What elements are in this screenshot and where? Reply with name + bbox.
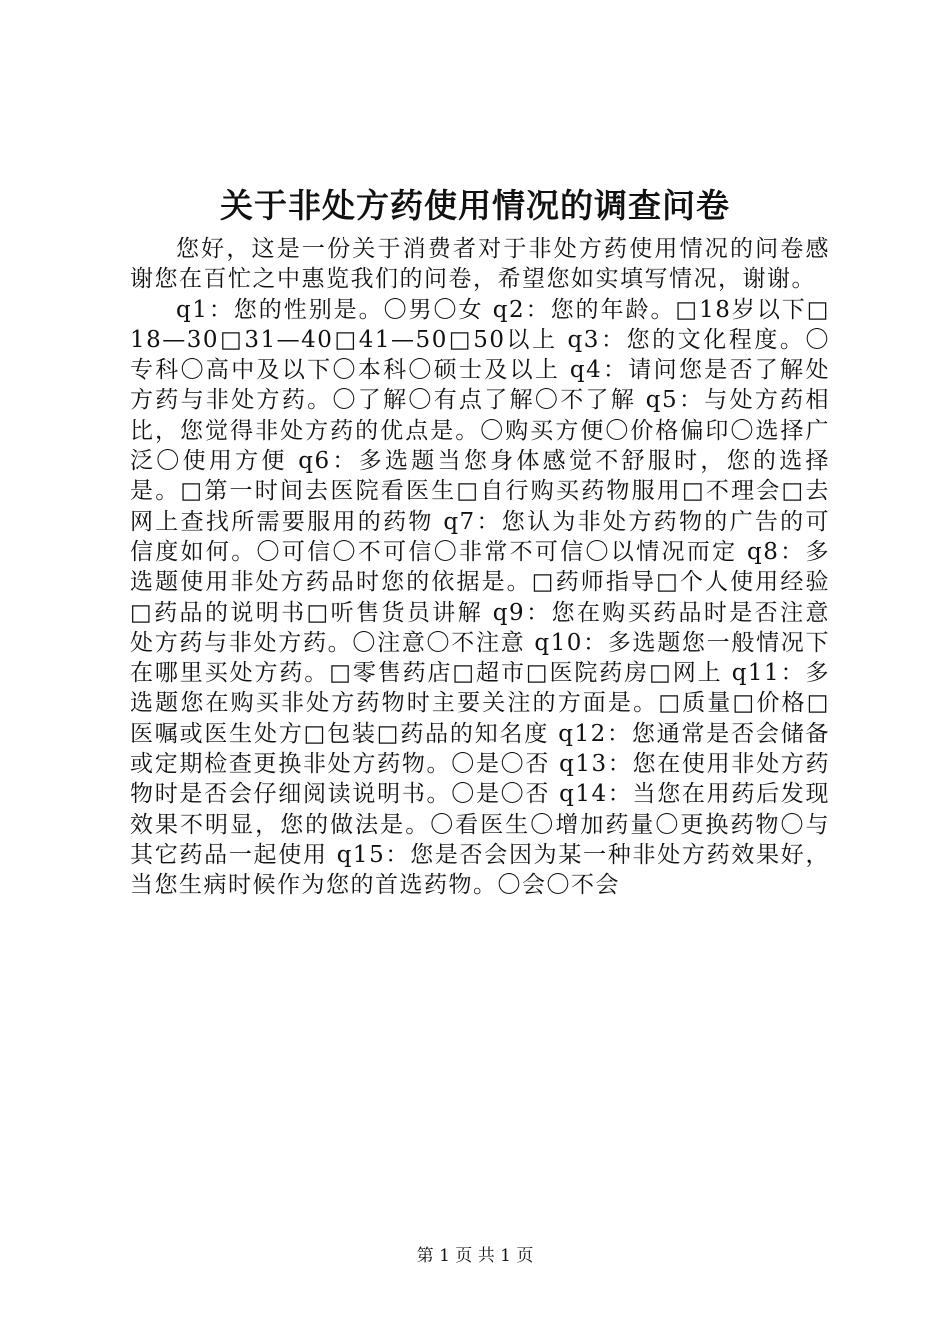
questions-paragraph: q1：您的性别是。〇男〇女 q2：您的年龄。□18岁以下□18—30□31—40□41—50□50以上 q3：您的文化程度。〇专科〇高中及以下〇本科〇硕士及以上 q4：请问您是否了解处方药与非处方药。〇了解〇有点了解〇不了解 q5：与处方药相比，您觉得非处方药的优点是。〇购买方便〇价格偏印〇选择广泛〇使用方便 q6：多选题当您身体感觉不舒服时，您的选择是。□第一时间去医院看医生□自行购买药物服用□不理会□去网上查找所需要服用的药物 q7：您认为非处方药物的广告的可信度如何。〇可信〇不可信〇非常不可信〇以情况而定 q8：多选题使用非处方药品时您的依据是。□药师指导□个人使用经验□药品的说明书□听售货员讲解 q9：您在购买药品时是否注意处方药与非处方药。〇注意〇不注意 q10：多选题您一般情况下在哪里买处方药。□零售药店□超市□医院药房□网上 q11：多选题您在购买非处方药物时主要关注的方面是。□质量□价格□医嘱或医生处方□包装□药品的知名度 q12：您通常是否会储备或定期检查更换非处方药物。〇是〇否 q13：您在使用非处方药物时是否会仔细阅读说明书。〇是〇否 q14：当您在用药后发现效果不明显，您的做法是。〇看医生〇增加药量〇更换药物〇与其它药品一起使用 q15：您是否会因为某一种非处方药效果好，当您生病时候作为您的首选药物。〇会〇不会 <box>130 296 830 899</box>
document-title: 关于非处方药使用情况的调查问卷 <box>220 186 730 225</box>
document-body <box>130 234 830 901</box>
intro-paragraph: 您好，这是一份关于消费者对于非处方药使用情况的问卷感谢您在百忙之中惠览我们的问卷，希望您如实填写情况，谢谢。 <box>130 236 830 293</box>
page-footer: 第 1 页 共 1 页 <box>416 1246 534 1266</box>
